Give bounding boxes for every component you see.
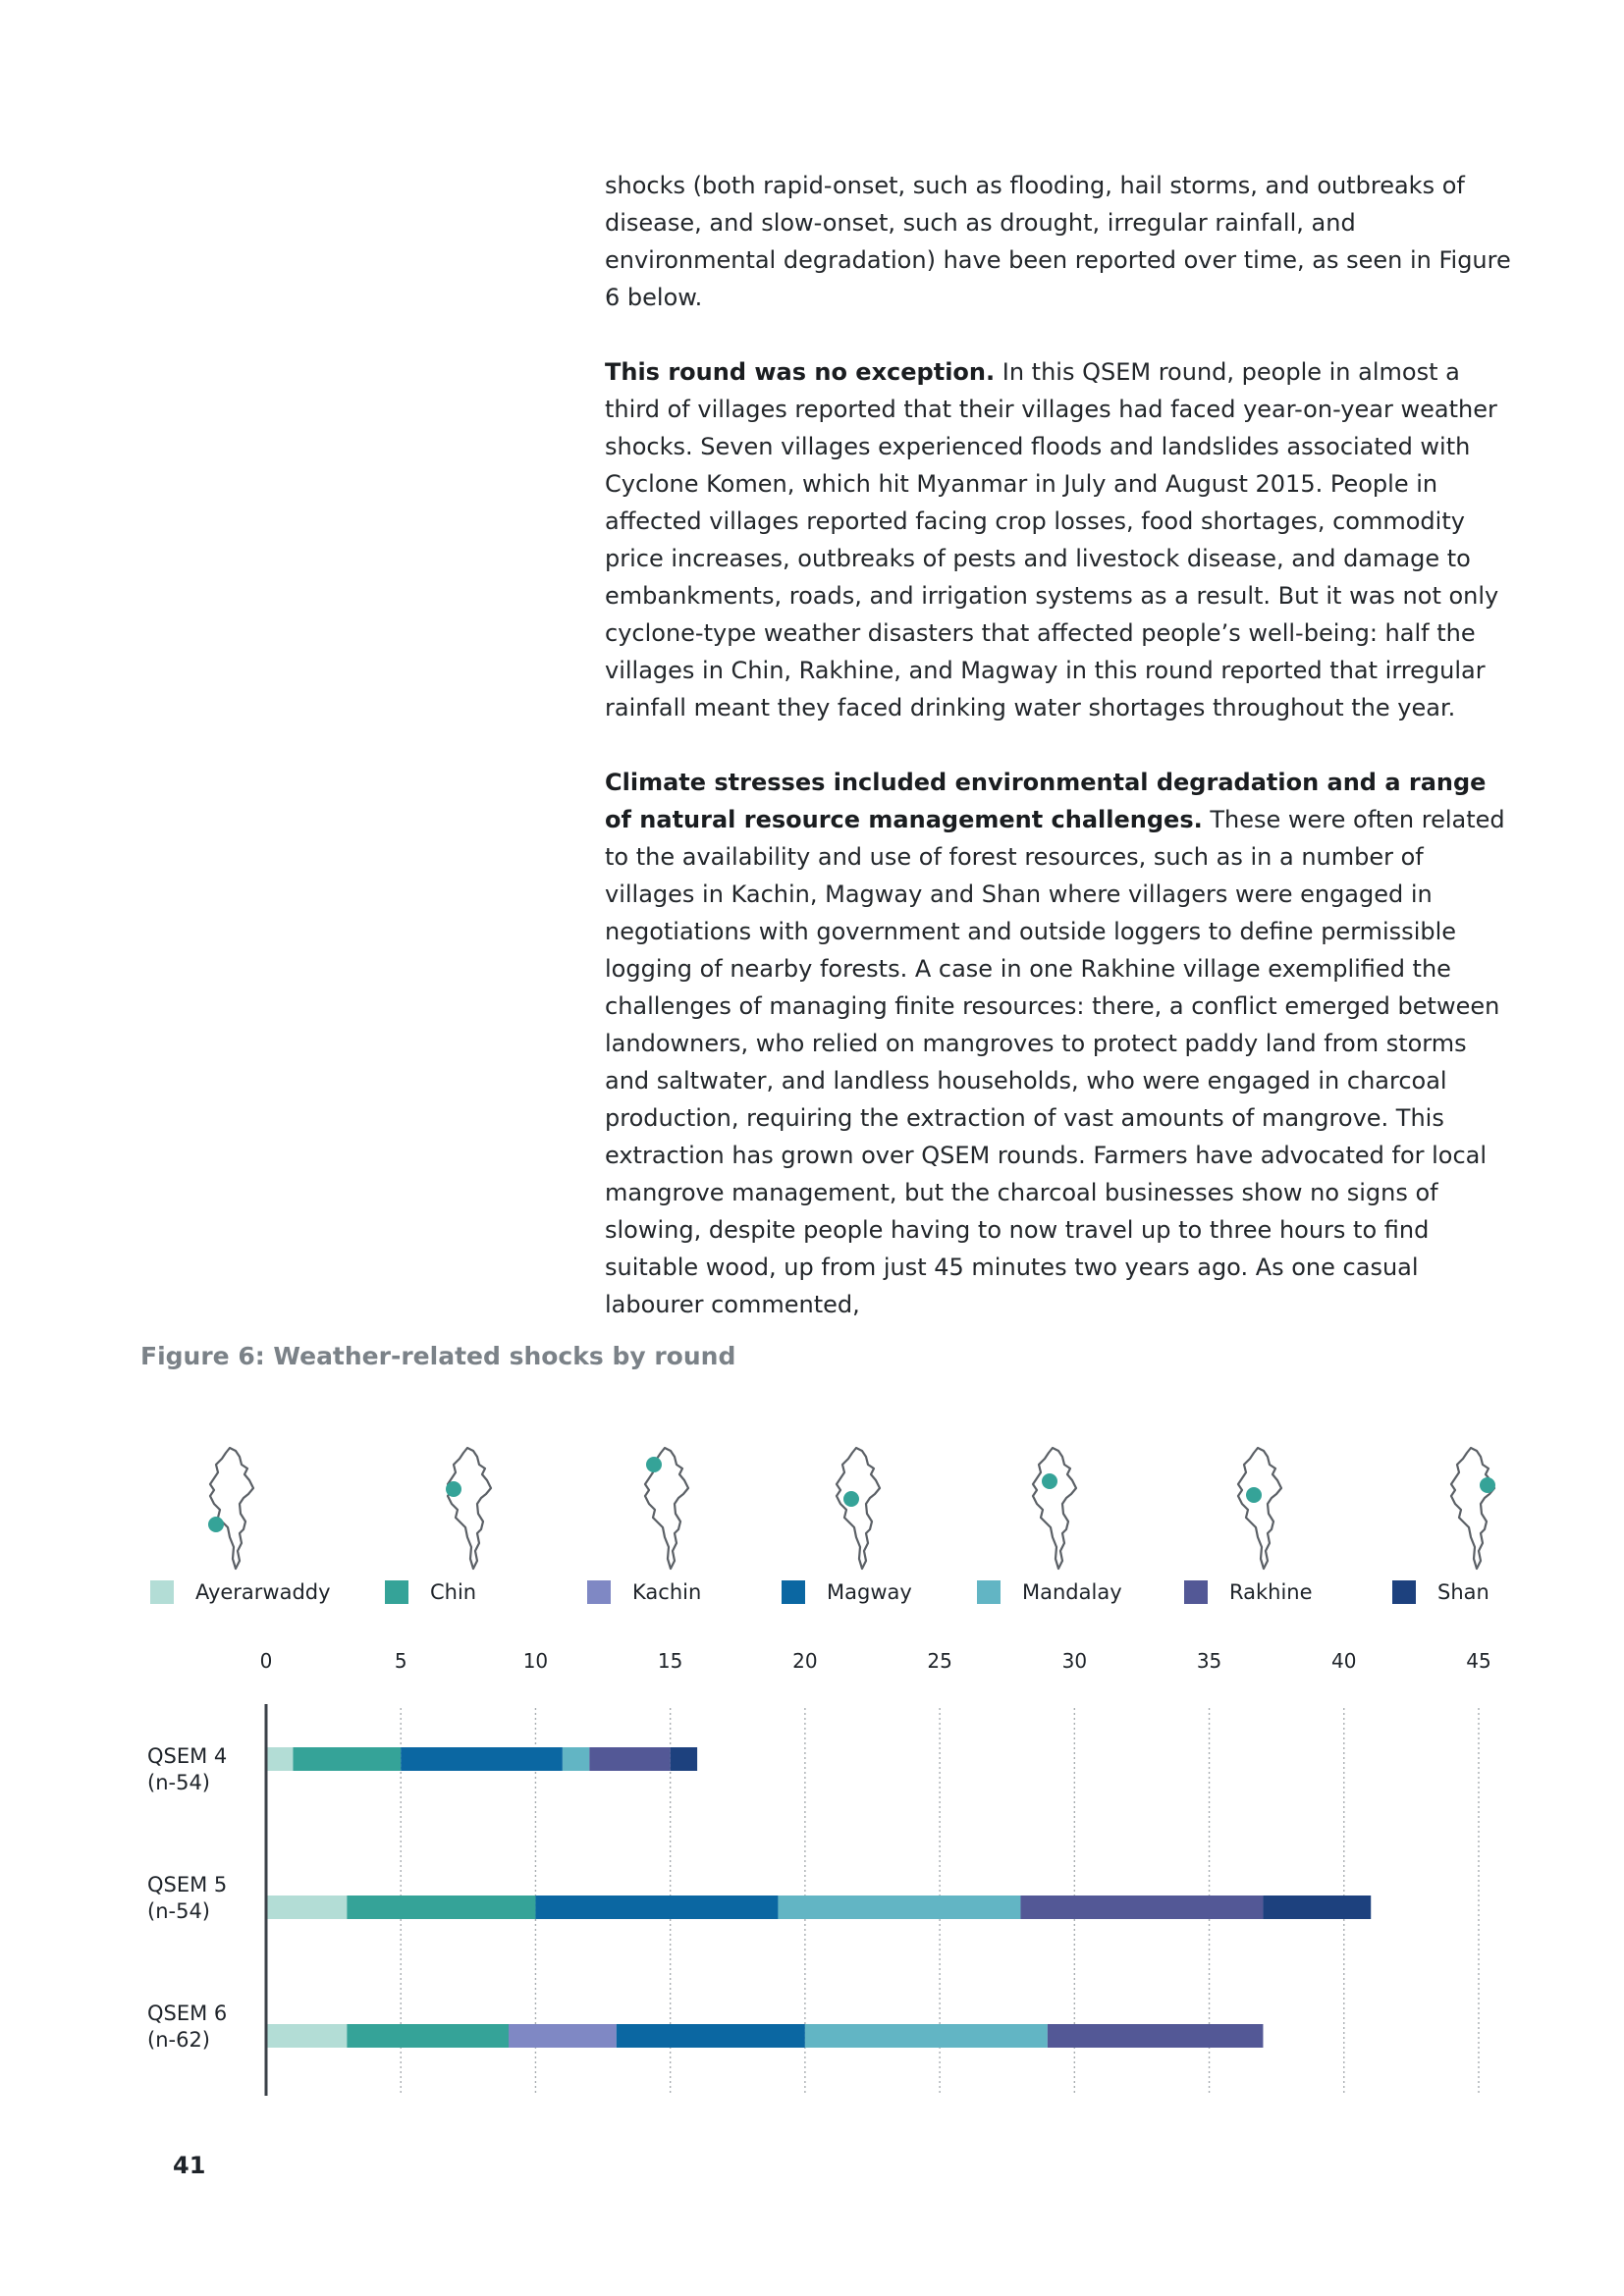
x-tick-label: 35 bbox=[1196, 1649, 1222, 1673]
row-label-n: (n-54) bbox=[147, 1771, 210, 1794]
legend-label: Kachin bbox=[632, 1580, 702, 1604]
legend-label: Chin bbox=[430, 1580, 477, 1604]
paragraph-3-lead: Climate stresses included environmental degradation and a range of natural resource management challenges. bbox=[605, 769, 1487, 833]
legend-label: Rakhine bbox=[1229, 1580, 1313, 1604]
row-label-round: QSEM 6 bbox=[147, 2002, 228, 2025]
row-label-round: QSEM 5 bbox=[147, 1873, 228, 1896]
bar-segment-qsem-5-mandalay bbox=[778, 1896, 1020, 1919]
figure-caption: Figure 6: Weather-related shocks by round bbox=[140, 1342, 736, 1370]
legend-label: Ayerarwaddy bbox=[195, 1580, 331, 1604]
legend-label: Shan bbox=[1437, 1580, 1489, 1604]
paragraph-1: shocks (both rapid-onset, such as flooding, hail storms, and outbreaks of disease, and slow-onset, such as drought, irregular rainfall, and environmental degradation) have been reported over time, as seen in Figure 6 below. bbox=[605, 172, 1511, 311]
bar-segment-qsem-6-rakhine bbox=[1048, 2024, 1264, 2048]
bar-segment-qsem-4-rakhine bbox=[589, 1747, 670, 1771]
x-tick-label: 45 bbox=[1466, 1649, 1491, 1673]
bar-segment-qsem-5-chin bbox=[347, 1896, 535, 1919]
bar-segment-qsem-6-magway bbox=[617, 2024, 805, 2048]
legend-label: Mandalay bbox=[1022, 1580, 1122, 1604]
x-tick-label: 10 bbox=[522, 1649, 549, 1673]
bar-segment-qsem-5-shan bbox=[1263, 1896, 1371, 1919]
row-label-n: (n-54) bbox=[147, 1899, 210, 1923]
bar-segment-qsem-4-mandalay bbox=[563, 1747, 589, 1771]
legend-label: Magway bbox=[827, 1580, 912, 1604]
bar-segment-qsem-6-mandalay bbox=[805, 2024, 1048, 2048]
x-tick-label: 5 bbox=[394, 1649, 407, 1673]
x-tick-label: 40 bbox=[1331, 1649, 1357, 1673]
bar-segment-qsem-6-chin bbox=[347, 2024, 509, 2048]
bar-segment-qsem-5-ayerarwaddy bbox=[266, 1896, 347, 1919]
bar-segment-qsem-4-chin bbox=[293, 1747, 401, 1771]
paragraph-2-lead: This round was no exception. bbox=[605, 358, 996, 386]
x-tick-label: 25 bbox=[927, 1649, 952, 1673]
row-label-round: QSEM 4 bbox=[147, 1744, 228, 1768]
page-number: 41 bbox=[173, 2152, 206, 2179]
x-tick-label: 30 bbox=[1061, 1649, 1088, 1673]
bar-segment-qsem-4-magway bbox=[401, 1747, 563, 1771]
bar-segment-qsem-5-rakhine bbox=[1020, 1896, 1263, 1919]
bar-segment-qsem-4-shan bbox=[671, 1747, 697, 1771]
x-tick-label: 15 bbox=[657, 1649, 683, 1673]
paragraph-3-text: These were often related to the availability and use of forest resources, such as in a number of villages in Kachin, Magway and Shan where villagers were engaged in negotiations with government and outside loggers to define permissible logging of nearby forests. A case in one Rakhine village exemplified the challenges of managing finite resources: there, a conflict emerged between landowners, who relied on mangroves to protect paddy land from storms and saltwater, and landless households, who were engaged in charcoal production, requiring the extraction of vast amounts of mangrove. This extraction has grown over QSEM rounds. Farmers have advocated for local mangrove management, but the charcoal businesses show no signs of slowing, despite people having to now travel up to three hours to find suitable wood, up from just 45 minutes two years ago. As one casual labourer commented, bbox=[605, 806, 1505, 1318]
bar-segment-qsem-6-ayerarwaddy bbox=[266, 2024, 347, 2048]
x-tick-label: 20 bbox=[792, 1649, 818, 1673]
bar-segment-qsem-4-ayerarwaddy bbox=[266, 1747, 293, 1771]
bar-segment-qsem-6-kachin bbox=[509, 2024, 617, 2048]
bar-segment-qsem-5-magway bbox=[535, 1896, 778, 1919]
paragraph-2-text: In this QSEM round, people in almost a third of villages reported that their villages had faced year-on-year weather shocks. Seven villages experienced floods and landslides associated with Cyclone Komen, which hit Myanmar in July and August 2015. People in affected villages reported facing crop losses, food shortages, commodity price increases, outbreaks of pests and livestock disease, and damage to embankments, roads, and irrigation systems as a result. But it was not only cyclone-type weather disasters that affected people’s well-being: half the villages in Chin, Rakhine, and Magway in this round reported that irregular rainfall meant they faced drinking water shortages throughout the year. bbox=[605, 358, 1499, 721]
x-tick-label: 0 bbox=[259, 1649, 273, 1673]
row-label-n: (n-62) bbox=[147, 2028, 210, 2052]
